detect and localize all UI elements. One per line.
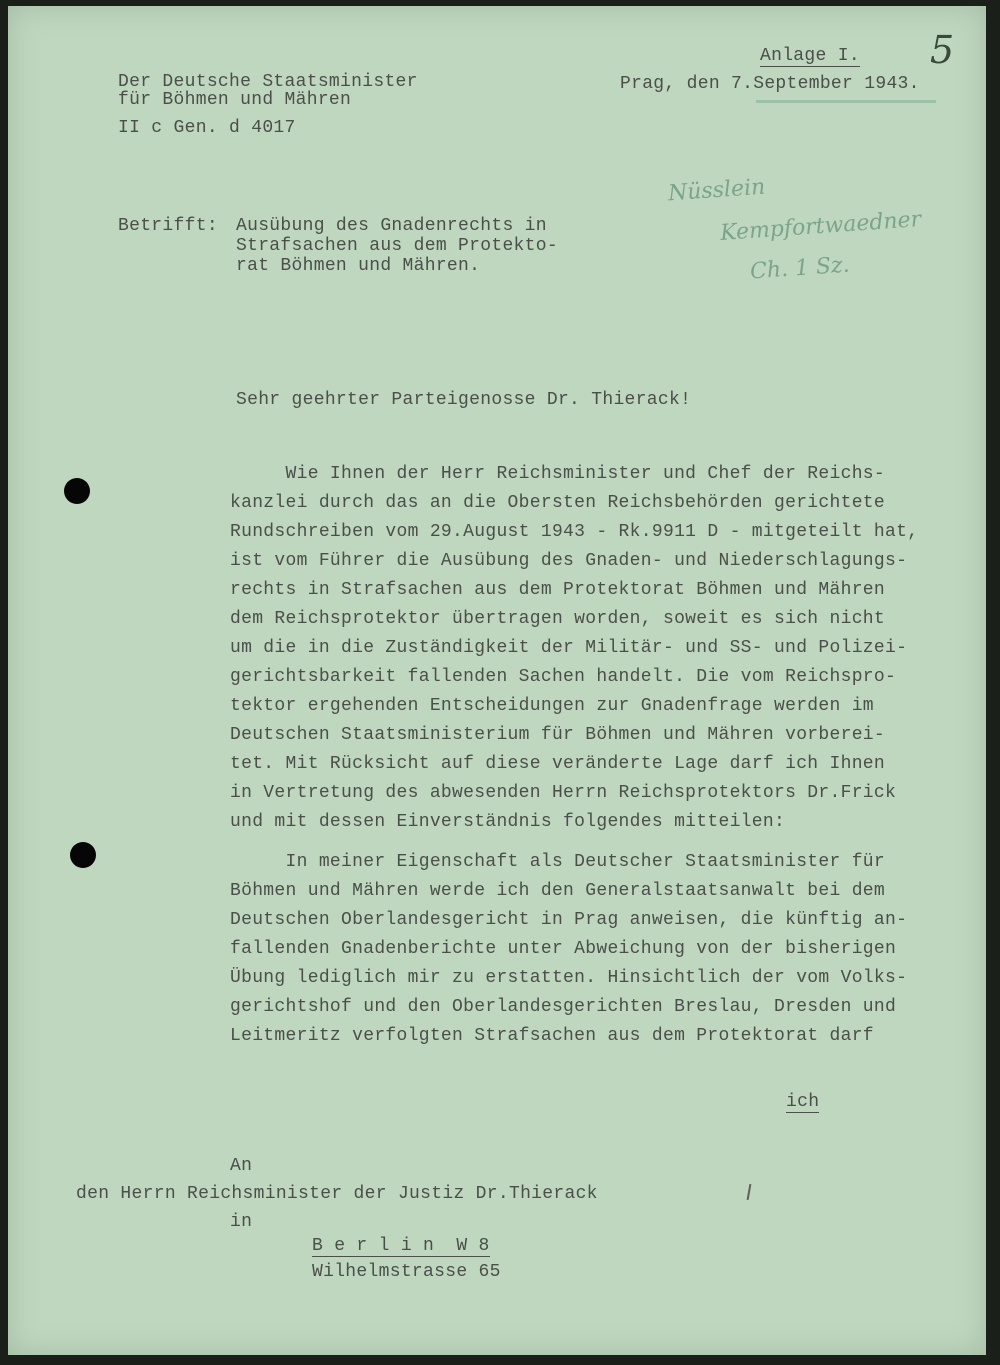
recipient-street: Wilhelmstrasse 65	[312, 1262, 501, 1282]
sender-line-2: für Böhmen und Mähren	[118, 90, 352, 110]
recipient-an: An	[230, 1156, 253, 1176]
handwritten-note-3: Ch. 1 Sz.	[749, 252, 851, 285]
recipient-in: in	[230, 1212, 253, 1232]
body-line: Wie Ihnen der Herr Reichsminister und Chef der Reichs-	[230, 464, 886, 484]
recipient-line-1: den Herrn Reichsminister der Justiz Dr.Thierack	[76, 1184, 598, 1204]
body-line: kanzlei durch das an die Obersten Reichsbehörden gerichtete	[230, 493, 886, 513]
body-line: und mit dessen Einverständnis folgendes mitteilen:	[230, 812, 786, 832]
body-line: Deutschen Staatsministerium für Böhmen und Mähren vorberei-	[230, 725, 886, 745]
body-line: tektor ergehenden Entscheidungen zur Gnadenfrage werden im	[230, 696, 874, 716]
subject-line-2: Strafsachen aus dem Protekto-	[236, 236, 558, 256]
date-underline-mark	[756, 100, 936, 103]
reference-number: II c Gen. d 4017	[118, 118, 296, 138]
pencil-mark	[747, 1184, 752, 1200]
body-line: dem Reichsprotektor übertragen worden, soweit es sich nicht	[230, 609, 886, 629]
punch-hole-top	[64, 478, 90, 504]
body-line: Übung lediglich mir zu erstatten. Hinsichtlich der vom Volks-	[230, 968, 908, 988]
body-line: tet. Mit Rücksicht auf diese veränderte Lage darf ich Ihnen	[230, 754, 886, 774]
subject-line-3: rat Böhmen und Mähren.	[236, 256, 481, 276]
letter-page	[8, 6, 986, 1355]
body-line: gerichtshof und den Oberlandesgerichten Breslau, Dresden und	[230, 997, 897, 1017]
body-line: ist vom Führer die Ausübung des Gnaden- und Niederschlagungs-	[230, 551, 908, 571]
body-line: Rundschreiben vom 29.August 1943 - Rk.9911 D - mitgeteilt hat,	[230, 522, 919, 542]
recipient-city: B e r l i n W 8	[312, 1236, 490, 1256]
sender-line-1: Der Deutsche Staatsminister	[118, 72, 418, 92]
body-line: in Vertretung des abwesenden Herrn Reichsprotektors Dr.Frick	[230, 783, 897, 803]
body-line: um die in die Zuständigkeit der Militär- und SS- und Polizei-	[230, 638, 908, 658]
handwritten-note-1: Nüsslein	[667, 174, 767, 207]
body-line: gerichtsbarkeit fallenden Sachen handelt. Die vom Reichspro-	[230, 667, 897, 687]
subject-line-1: Ausübung des Gnadenrechts in	[236, 216, 547, 236]
salutation: Sehr geehrter Parteigenosse Dr. Thierack!	[236, 390, 692, 410]
body-line: In meiner Eigenschaft als Deutscher Staatsminister für	[230, 852, 886, 872]
folio-number: 5	[930, 28, 955, 72]
catchword: ich	[786, 1092, 820, 1112]
body-line: Deutschen Oberlandesgericht in Prag anweisen, die künftig an-	[230, 910, 908, 930]
subject-label: Betrifft:	[118, 216, 218, 236]
body-line: Böhmen und Mähren werde ich den Generalstaatsanwalt bei dem	[230, 881, 886, 901]
place-date: Prag, den 7.September 1943.	[620, 74, 920, 94]
handwritten-note-2: Kempfortwaedner	[719, 207, 922, 246]
body-line: fallenden Gnadenberichte unter Abweichung von der bisherigen	[230, 939, 897, 959]
body-line: Leitmeritz verfolgten Strafsachen aus dem Protektorat darf	[230, 1026, 874, 1046]
annex-label: Anlage I.	[760, 46, 860, 66]
body-line: rechts in Strafsachen aus dem Protektorat Böhmen und Mähren	[230, 580, 886, 600]
punch-hole-bottom	[70, 842, 96, 868]
